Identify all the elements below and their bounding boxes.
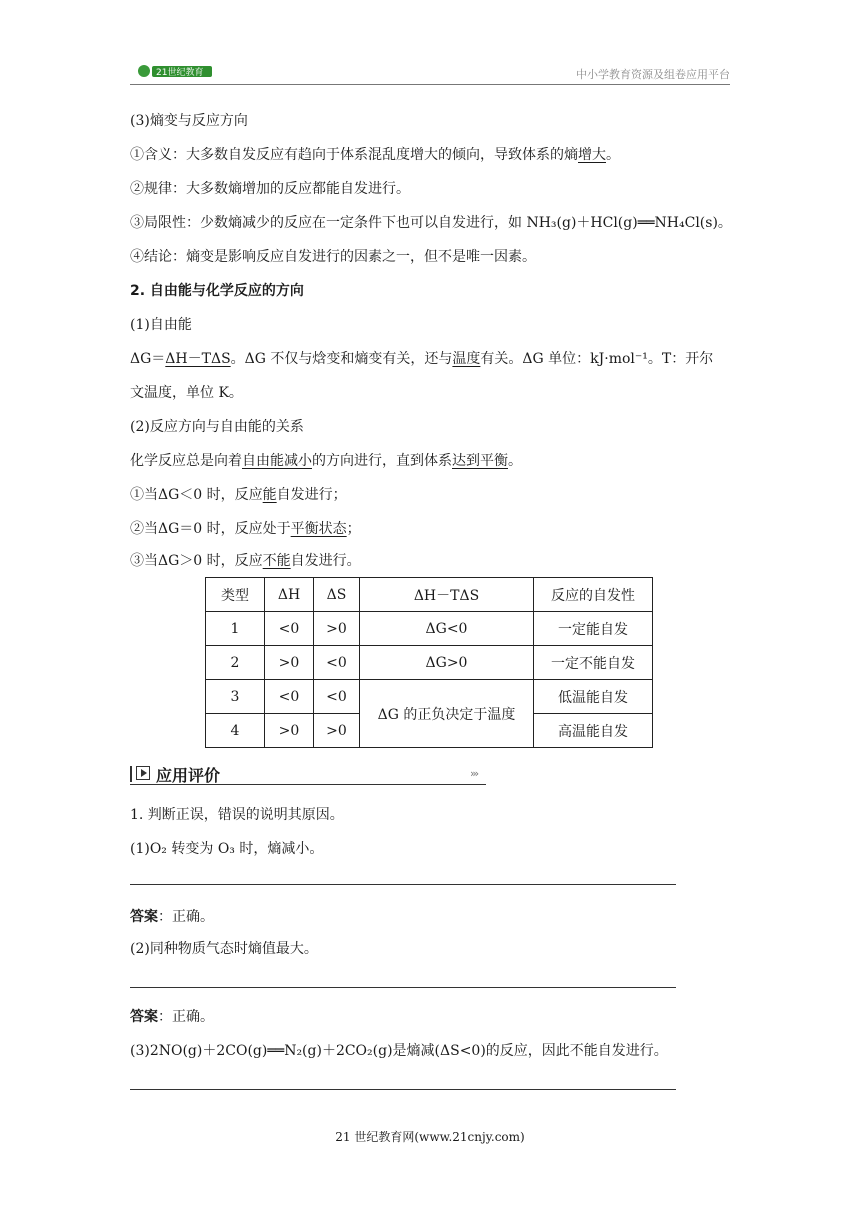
table-cell: 高温能自发	[534, 714, 653, 748]
section-title: (3)熵变与反应方向	[130, 113, 248, 129]
table-cell: >0	[265, 714, 314, 748]
table-cell: >0	[314, 714, 360, 748]
application-section-header	[130, 764, 486, 786]
answer-blank-3	[130, 1089, 676, 1090]
table-header-cell: ΔS	[314, 578, 360, 612]
answer-1: 答案：正确。	[130, 909, 214, 925]
table-cell: 2	[206, 646, 265, 680]
answer-2: 答案：正确。	[130, 1009, 214, 1025]
question-3: (3)2NO(g)＋2CO(g)══N₂(g)＋2CO₂(g)是熵减(ΔS<0)的反应，因此不能自发进行。	[130, 1043, 668, 1059]
table-cell: 4	[206, 714, 265, 748]
paragraph-dg-definition-cont: 文温度，单位 K。	[130, 385, 243, 401]
table-row	[206, 646, 653, 680]
subheading-direction: (2)反应方向与自由能的关系	[130, 419, 304, 435]
table-cell: 3	[206, 680, 265, 714]
section-bar	[130, 766, 132, 782]
table-cell: <0	[314, 646, 360, 680]
table-cell: 一定能自发	[534, 612, 653, 646]
table-cell: ΔG>0	[360, 646, 534, 680]
table-header-cell: ΔH－TΔS	[360, 578, 534, 612]
table-header-cell: ΔH	[265, 578, 314, 612]
table-row	[206, 612, 653, 646]
question-1: (1)O₂ 转变为 O₃ 时，熵减小。	[130, 841, 324, 857]
paragraph-direction: 化学反应总是向着自由能减小的方向进行，直到体系达到平衡。	[130, 453, 522, 469]
footer-text: 21 世纪教育网(www.21cnjy.com)	[335, 1130, 525, 1144]
table-header-cell: 反应的自发性	[534, 578, 653, 612]
paragraph-rule: ②规律：大多数熵增加的反应都能自发进行。	[130, 181, 410, 197]
subheading-free-energy: (1)自由能	[130, 317, 192, 333]
paragraph-conclusion: ④结论：熵变是影响反应自发进行的因素之一，但不是唯一因素。	[130, 249, 536, 265]
logo-icon	[136, 62, 216, 80]
table-header-cell: 类型	[206, 578, 265, 612]
paragraph-dg-definition: ΔG＝ΔH－TΔS。ΔG 不仅与焓变和熵变有关，还与温度有关。ΔG 单位：kJ·mol⁻¹。T：开尔	[130, 351, 714, 367]
paragraph-meaning: ①含义：大多数自发反应有趋向于体系混乱度增大的倾向，导致体系的熵增大。	[130, 147, 620, 163]
answer-blank-1	[130, 884, 676, 885]
chevrons-icon: ›››	[470, 767, 478, 780]
paragraph-limitation: ③局限性：少数熵减少的反应在一定条件下也可以自发进行，如 NH₃(g)＋HCl(g)══NH₄Cl(s)。	[130, 215, 732, 231]
table-cell: 1	[206, 612, 265, 646]
section-underline	[130, 784, 486, 785]
site-logo	[136, 62, 216, 80]
condition-zero: ②当ΔG＝0 时，反应处于平衡状态；	[130, 521, 361, 537]
heading-free-energy: 2. 自由能与化学反应的方向	[130, 283, 304, 299]
table-cell: ΔG<0	[360, 612, 534, 646]
table-cell: 低温能自发	[534, 680, 653, 714]
spontaneity-table	[205, 577, 653, 748]
header-divider	[130, 84, 730, 85]
table-header-row	[206, 578, 653, 612]
table-cell-merged: ΔG 的正负决定于温度	[360, 680, 534, 748]
table-cell: <0	[265, 680, 314, 714]
table-cell: <0	[314, 680, 360, 714]
exercise-intro: 1. 判断正误，错误的说明其原因。	[130, 807, 344, 823]
answer-blank-2	[130, 987, 676, 988]
svg-text:21世纪教育: 21世纪教育	[156, 68, 204, 78]
platform-name: 中小学教育资源及组卷应用平台	[576, 68, 730, 81]
condition-negative: ①当ΔG＜0 时，反应能自发进行；	[130, 487, 347, 503]
table-cell: >0	[314, 612, 360, 646]
section-heading: 应用评价	[156, 766, 221, 785]
table-row	[206, 680, 653, 714]
table-cell: 一定不能自发	[534, 646, 653, 680]
table-cell: <0	[265, 612, 314, 646]
condition-positive: ③当ΔG＞0 时，反应不能自发进行。	[130, 553, 361, 569]
table-cell: >0	[265, 646, 314, 680]
play-icon	[136, 766, 150, 780]
question-2: (2)同种物质气态时熵值最大。	[130, 941, 318, 957]
